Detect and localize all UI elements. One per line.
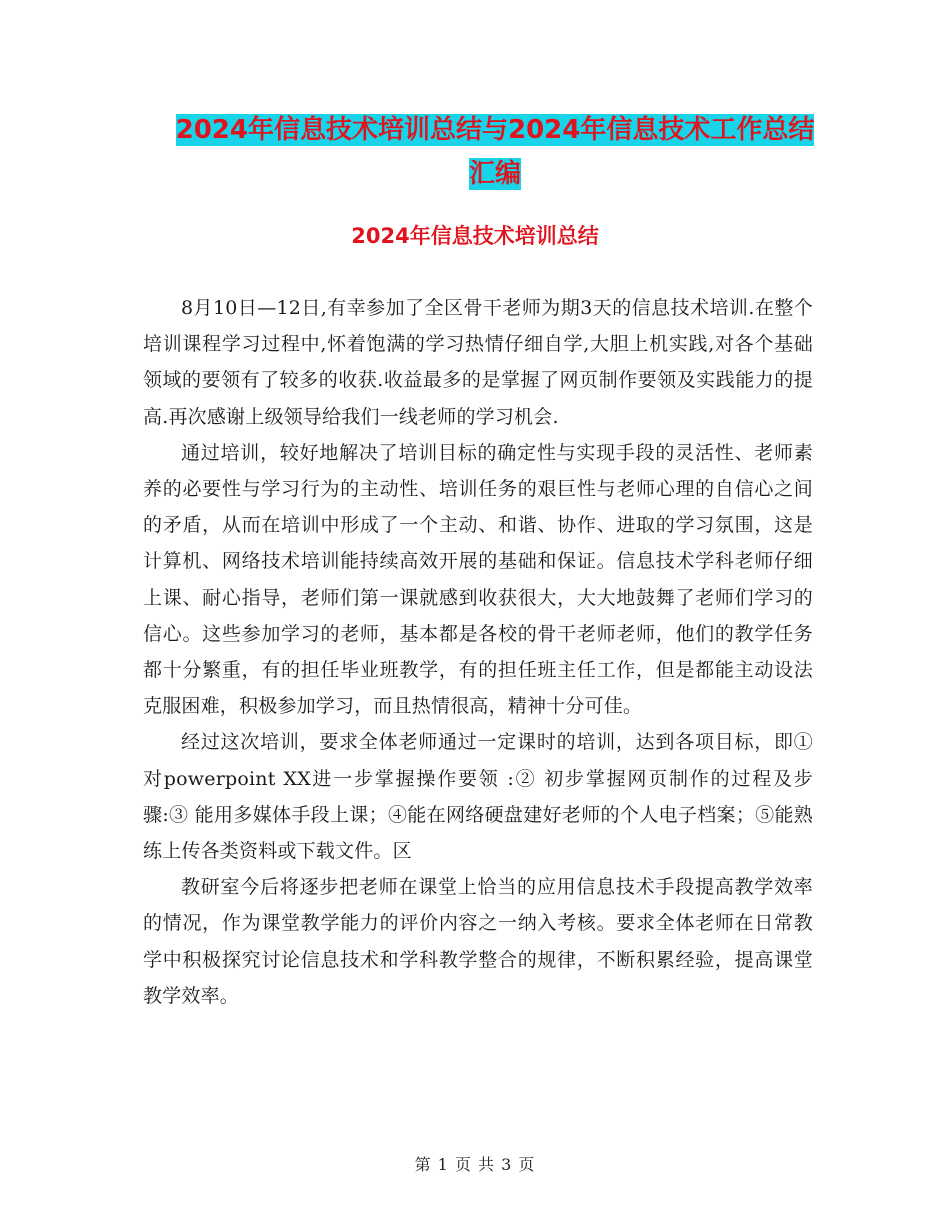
document-title-line2: 汇编: [468, 159, 521, 189]
section-title: 2024年信息技术培训总结: [351, 224, 599, 248]
paragraph-1: 8月10日—12日,有幸参加了全区骨干老师为期3天的信息技术培训.在整个培训课程学习过程中,怀着饱满的学习热情仔细自学,大胆上机实践,对各个基础领域的要领有了较多的收获.收益最多的是掌握了网页制作要领及实践能力的提高.再次感谢上级领导给我们一线老师的学习机会.: [143, 297, 813, 428]
body-text: [143, 290, 813, 1014]
page-footer: 第 1 页 共 3 页: [414, 1155, 536, 1174]
document-title: [140, 108, 850, 196]
paragraph-3: 经过这次培训，要求全体老师通过一定课时的培训，达到各项目标，即①对powerpoint XX进一步掌握操作要领 :② 初步掌握网页制作的过程及步骤:③ 能用多媒体手段上课；④能在网络硬盘建好老师的个人电子档案；⑤能熟练上传各类资料或下载文件。区: [143, 731, 813, 863]
paragraph-4: 教研室今后将逐步把老师在课堂上恰当的应用信息技术手段提高教学效率的情况，作为课堂教学能力的评价内容之一纳入考核。要求全体老师在日常教学中积极探究讨论信息技术和学科教学整合的规律，不断积累经验，提高课堂教学效率。: [143, 876, 813, 1007]
document-title-line1: 2024年信息技术培训总结与2024年信息技术工作总结: [175, 115, 815, 145]
paragraph-2: 通过培训，较好地解决了培训目标的确定性与实现手段的灵活性、老师素养的必要性与学习行为的主动性、培训任务的艰巨性与老师心理的自信心之间的矛盾，从而在培训中形成了一个主动、和谐、协作、进取的学习氛围，这是计算机、网络技术培训能持续高效开展的基础和保证。信息技术学科老师仔细上课、耐心指导，老师们第一课就感到收获很大，大大地鼓舞了老师们学习的信心。这些参加学习的老师，基本都是各校的骨干老师老师，他们的教学任务都十分繁重，有的担任毕业班教学，有的担任班主任工作，但是都能主动设法克服困难，积极参加学习，而且热情很高，精神十分可佳。: [143, 441, 813, 718]
